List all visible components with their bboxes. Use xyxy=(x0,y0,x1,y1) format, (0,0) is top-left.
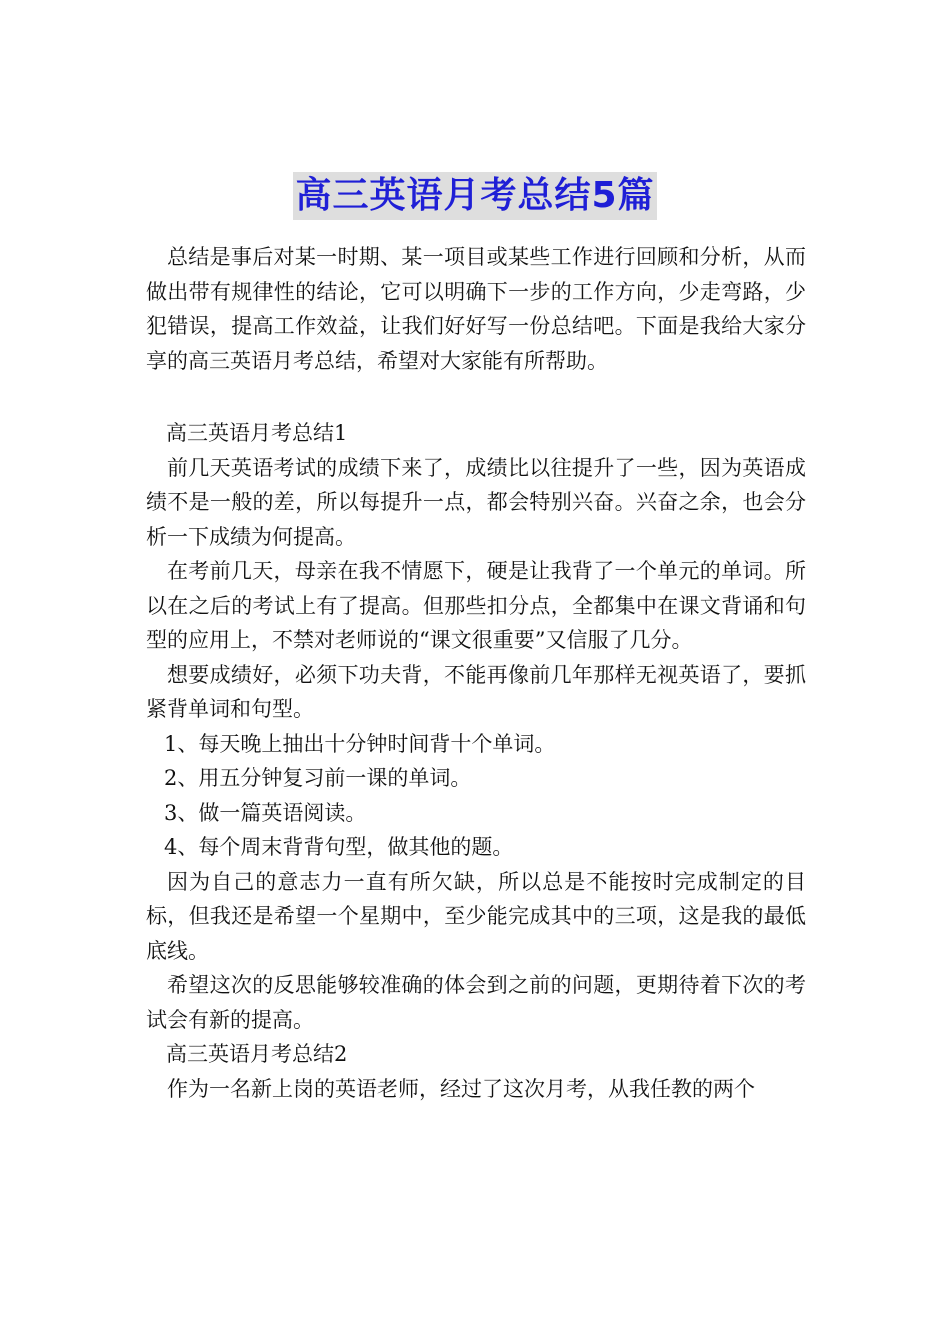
document-body xyxy=(146,240,806,1106)
section1-paragraph-1: 前几天英语考试的成绩下来了，成绩比以往提升了一些，因为英语成绩不是一般的差，所以每提升一点，都会特别兴奋。兴奋之余，也会分析一下成绩为何提高。 xyxy=(146,455,806,549)
section1-paragraph-3: 想要成绩好，必须下功夫背，不能再像前几年那样无视英语了，要抓紧背单词和句型。 xyxy=(146,662,806,721)
list-item: 1、每天晚上抽出十分钟时间背十个单词。 xyxy=(164,731,556,756)
section-heading-1: 高三英语月考总结1 xyxy=(166,421,348,445)
document-title: 高三英语月考总结5篇 xyxy=(293,172,656,220)
section1-paragraph-5: 希望这次的反思能够较准确的体会到之前的问题，更期待着下次的考试会有新的提高。 xyxy=(146,973,806,1032)
section1-paragraph-4: 因为自己的意志力一直有所欠缺，所以总是不能按时完成制定的目标，但我还是希望一个星期中，至少能完成其中的三项，这是我的最低底线。 xyxy=(146,869,806,963)
section2-paragraph-1: 作为一名新上岗的英语老师，经过了这次月考，从我任教的两个 xyxy=(167,1076,755,1101)
spacer xyxy=(146,378,806,416)
title-container xyxy=(0,172,950,220)
section1-paragraph-2: 在考前几天，母亲在我不情愿下，硬是让我背了一个单元的单词。所以在之后的考试上有了提高。但那些扣分点，全都集中在课文背诵和句型的应用上，不禁对老师说的“课文很重要”又信服了几分。 xyxy=(146,559,806,652)
list-item: 4、每个周末背背句型，做其他的题。 xyxy=(164,835,514,859)
section-heading-2: 高三英语月考总结2 xyxy=(166,1042,348,1066)
list-item: 2、用五分钟复习前一课的单词。 xyxy=(164,766,472,790)
list-item: 3、做一篇英语阅读。 xyxy=(164,800,367,825)
intro-paragraph: 总结是事后对某一时期、某一项目或某些工作进行回顾和分析，从而做出带有规律性的结论，它可以明确下一步的工作方向，少走弯路，少犯错误，提高工作效益，让我们好好写一份总结吧。下面是我给大家分享的高三英语月考总结，希望对大家能有所帮助。 xyxy=(146,245,806,373)
